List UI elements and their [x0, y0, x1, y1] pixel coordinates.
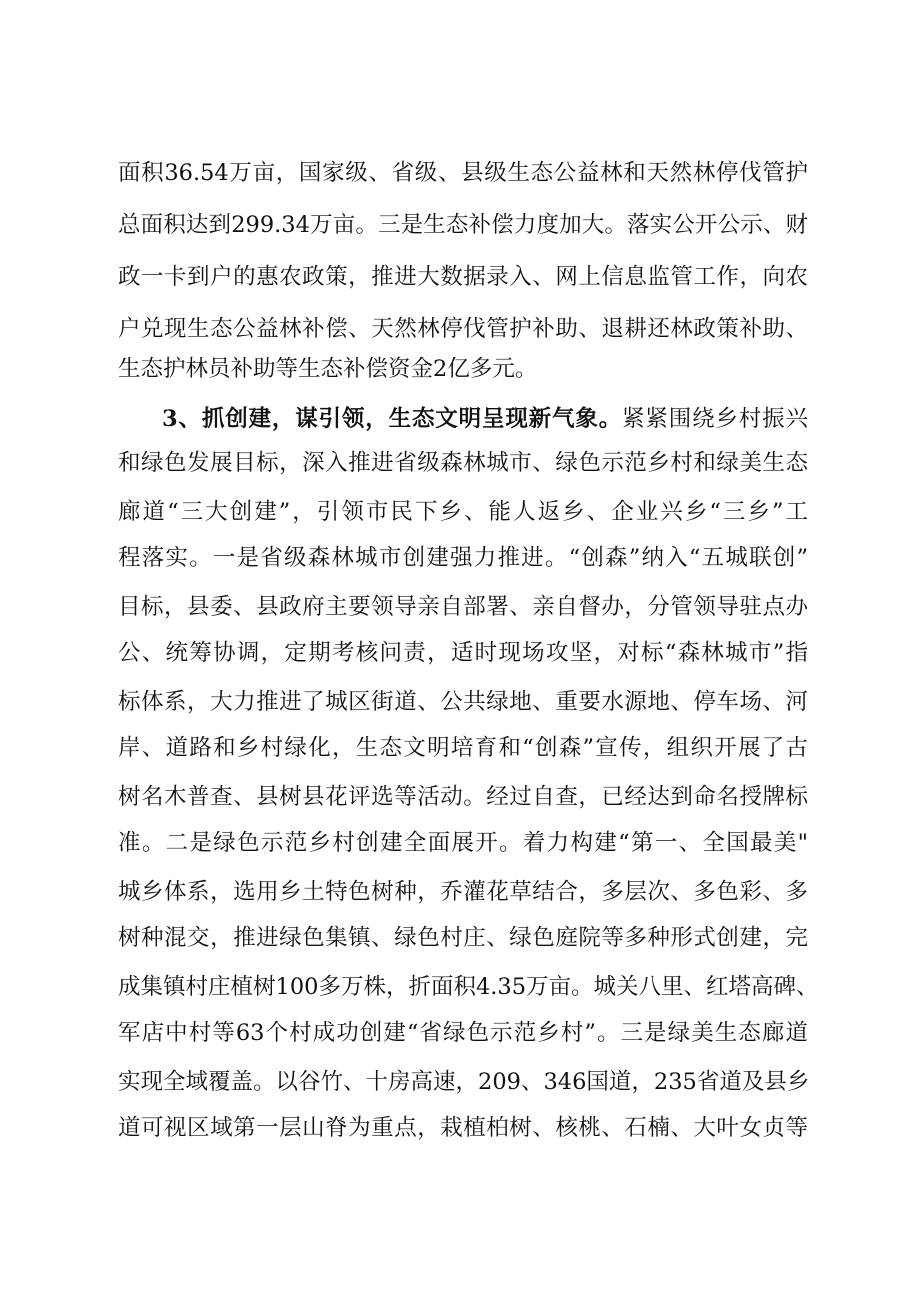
text-line: 树种混交，推进绿色集镇、绿色村庄、绿色庭院等多种形式创建，完: [118, 925, 808, 951]
text-line: 实现全域覆盖。以谷竹、十房高速，209、346国道，235省道及县乡: [118, 1069, 810, 1095]
text-line: 公、统筹协调，定期考核问责，适时现场攻坚，对标“森林城市”指: [118, 640, 808, 666]
heading-line-rest: 紧紧围绕乡村振兴: [622, 406, 808, 432]
paragraph-heading-line: [162, 403, 808, 435]
text-line: 树名木普查、县树县花评选等活动。经过自查，已经达到命名授牌标: [118, 784, 808, 810]
text-line: 廊道“三大创建”，引领市民下乡、能人返乡、企业兴乡“三乡”工: [118, 499, 808, 525]
text-line: 户兑现生态公益林补偿、天然林停伐管护补助、退耕还林政策补助、: [118, 316, 808, 342]
text-line: 准。二是绿色示范乡村创建全面展开。着力构建“第一、全国最美": [118, 830, 808, 856]
text-line: 标体系，大力推进了城区街道、公共绿地、重要水源地、停车场、河: [118, 689, 808, 715]
text-line: 生态护林员补助等生态补偿资金2亿多元。: [118, 356, 538, 382]
text-line: 岸、道路和乡村绿化，生态文明培育和“创森”宣传，组织开展了古: [118, 735, 808, 761]
text-line: 面积36.54万亩，国家级、省级、县级生态公益林和天然林停伐管护: [118, 160, 808, 186]
text-line: 和绿色发展目标，深入推进省级森林城市、绿色示范乡村和绿美生态: [118, 450, 808, 476]
text-line: 目标，县委、县政府主要领导亲自部署、亲自督办，分管领导驻点办: [118, 594, 808, 620]
section-heading: 3、抓创建，谋引领，生态文明呈现新气象。: [162, 406, 623, 432]
text-line: 总面积达到299.34万亩。三是生态补偿力度加大。落实公开公示、财: [118, 212, 808, 238]
text-line: 成集镇村庄植树100多万株，折面积4.35万亩。城关八里、红塔高碑、: [118, 974, 819, 1000]
text-line: 道可视区域第一层山脊为重点，栽植柏树、核桃、石楠、大叶女贞等: [118, 1115, 808, 1141]
text-line: 政一卡到户的惠农政策，推进大数据录入、网上信息监管工作，向农: [118, 264, 808, 290]
text-line: 城乡体系，选用乡土特色树种，乔灌花草结合，多层次、多色彩、多: [118, 879, 808, 905]
text-line: 程落实。一是省级森林城市创建强力推进。“创森”纳入“五城联创”: [118, 545, 808, 571]
text-line: 军店中村等63个村成功创建“省绿色示范乡村”。三是绿美生态廊道: [118, 1020, 808, 1046]
